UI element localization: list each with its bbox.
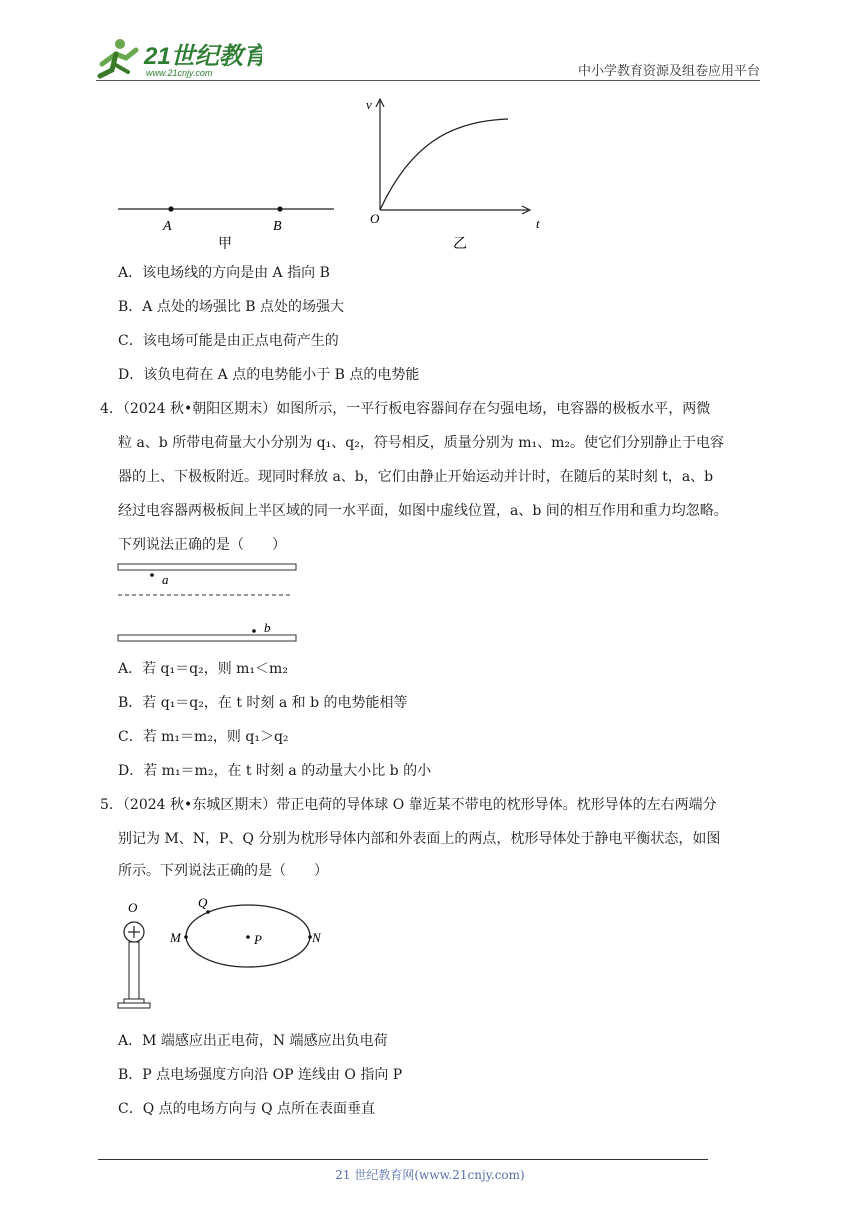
q4-stem-line-2: 粒 a、b 所带电荷量大小分别为 q₁、q₂，符号相反，质量分别为 m₁、m₂。使它们分别静止于电容 [118, 435, 725, 451]
footer-text[interactable]: 21 世纪教育网(www.21cnjy.com) [335, 1168, 525, 1182]
label-b: B [273, 219, 282, 234]
particle-a-label: a [162, 572, 169, 587]
q4-stem-line-5: 下列说法正确的是（ ） [118, 537, 286, 553]
point-q-dot [206, 910, 210, 914]
q5-option-a[interactable]: A．M 端感应出正电荷，N 端感应出负电荷 [118, 1033, 388, 1049]
stand-base [118, 1003, 150, 1008]
point-a-dot [168, 206, 173, 211]
q5-option-c[interactable]: C．Q 点的电场方向与 Q 点所在表面垂直 [118, 1101, 376, 1117]
q4-option-a[interactable]: A．若 q₁＝q₂，则 m₁＜m₂ [118, 661, 288, 677]
point-p-dot [246, 935, 250, 939]
footer-divider [98, 1159, 708, 1160]
header-platform-text: 中小学教育资源及组卷应用平台 [577, 64, 760, 79]
point-m-dot [184, 935, 188, 939]
label-p: P [254, 932, 262, 947]
label-n: N [312, 930, 321, 945]
q5-option-b[interactable]: B．P 点电场强度方向沿 OP 连线由 O 指向 P [118, 1067, 403, 1083]
particle-b-dot [252, 629, 256, 633]
q5-stem-line-3: 所示。下列说法正确的是（ ） [118, 863, 328, 879]
q3-figure [110, 95, 570, 255]
q3-option-a[interactable]: A．该电场线的方向是由 A 指向 B [118, 265, 330, 281]
runner-logo-icon [92, 34, 262, 82]
q4-option-b[interactable]: B．若 q₁＝q₂，在 t 时刻 a 和 b 的电势能相等 [118, 695, 408, 711]
q4-stem-line-3: 器的上、下极板附近。现同时释放 a、b，它们由静止开始运动并计时，在随后的某时刻 t，a、b [118, 469, 714, 485]
q4-stem-line-1: 4．（2024 秋•朝阳区期末）如图所示，一平行板电容器间存在匀强电场，电容器的极板水平，两微 [100, 401, 711, 417]
q4-stem-line-4: 经过电容器两极板间上半区域的同一水平面，如图中虚线位置，a、b 间的相互作用和重力均忽略。 [118, 503, 728, 519]
label-m: M [170, 930, 181, 945]
caption-jia: 甲 [218, 236, 232, 252]
conductor-figure [112, 890, 342, 1016]
q4-option-c[interactable]: C．若 m₁＝m₂，则 q₁＞q₂ [118, 729, 289, 745]
axis-t-label: t [536, 216, 540, 231]
axis-v-label: v [366, 97, 372, 112]
logo-url: www.21cnjy.com [146, 68, 213, 78]
particle-a-dot [150, 573, 154, 577]
insulating-stand [129, 942, 139, 999]
capacitor-figure [114, 560, 304, 646]
caption-yi: 乙 [453, 236, 467, 252]
v-t-curve [380, 119, 508, 210]
label-q: Q [198, 895, 208, 910]
upper-plate [118, 564, 296, 570]
particle-b-label: b [264, 620, 271, 635]
lower-plate [118, 635, 296, 641]
header-divider [96, 80, 760, 81]
point-b-dot [277, 206, 282, 211]
label-a: A [163, 219, 172, 234]
q5-stem-line-1: 5．（2024 秋•东城区期末）带正电荷的导体球 O 靠近某不带电的枕形导体。枕形导体的左右两端分 [100, 797, 717, 813]
q3-option-b[interactable]: B．A 点处的场强比 B 点处的场强大 [118, 299, 345, 315]
logo-text: 21世纪教育 [144, 43, 262, 70]
label-o: O [128, 900, 138, 915]
q3-option-d[interactable]: D．该负电荷在 A 点的电势能小于 B 点的电势能 [118, 367, 420, 383]
q4-option-d[interactable]: D．若 m₁＝m₂，在 t 时刻 a 的动量大小比 b 的小 [118, 763, 432, 779]
origin-label: O [370, 211, 380, 226]
q3-option-c[interactable]: C．该电场可能是由正点电荷产生的 [118, 333, 339, 349]
site-logo [92, 34, 262, 82]
q5-stem-line-2: 别记为 M、N，P、Q 分别为枕形导体内部和外表面上的两点，枕形导体处于静电平衡状态，如图 [118, 831, 721, 847]
